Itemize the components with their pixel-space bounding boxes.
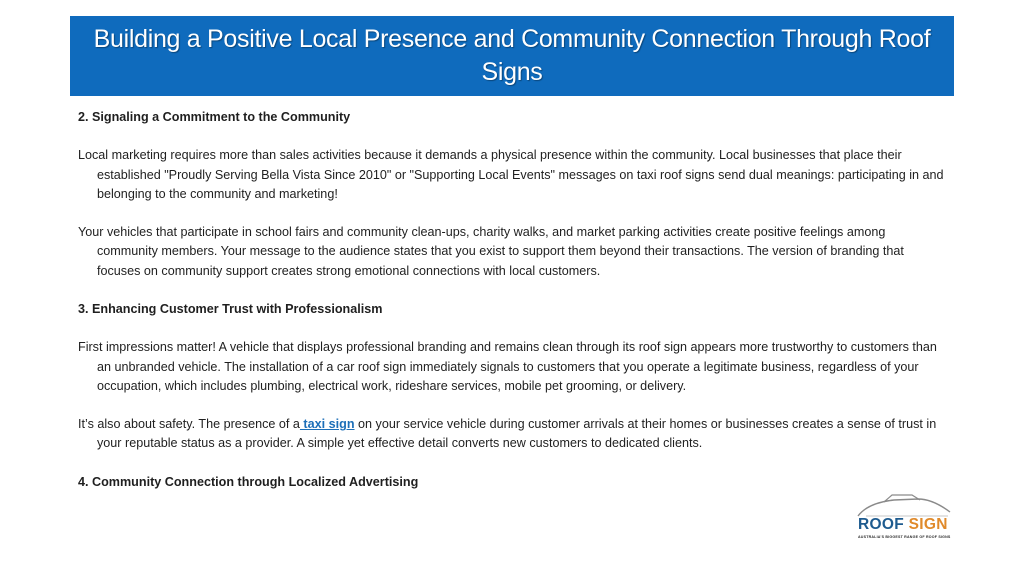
title-banner — [70, 16, 954, 96]
logo-word-sign: SIGN — [903, 516, 948, 533]
section-heading-2: 2. Signaling a Commitment to the Community — [78, 110, 351, 124]
section-heading-3: 3. Enhancing Customer Trust with Professionalism — [78, 301, 383, 316]
logo-tagline: AUSTRALIA'S BIGGEST RANGE OF ROOF SIGNS — [858, 535, 951, 539]
paragraph: First impressions matter! A vehicle that displays professional branding and remains clean through its roof sign appears more trustworthy to customers than an unbranded vehicle. The installation of a car roof sign immediately signals to customers that you operate a legitimate business, regardless of your occupation, which includes plumbing, electrical work, rideshare services, mobile pet grooming, or delivery. — [78, 340, 937, 393]
taxi-sign-link[interactable]: taxi sign — [299, 417, 355, 432]
paragraph-text-after-link: on your service vehicle during customer arrivals at their homes or businesses creates a sense of trust in your reputable status as a provider. A simple yet effective detail converts new customers to dedicated clients. — [97, 417, 937, 451]
paragraph: Your vehicles that participate in school fairs and community clean-ups, charity walks, and market parking activities create positive feelings among community members. Your message to the audience states that you exist to support them beyond their transactions. The version of branding that focuses on community support creates strong emotional connections with local customers. — [78, 225, 904, 278]
paragraph-text-before-link: It’s also about safety. The presence of a — [78, 417, 300, 432]
roof-sign-logo — [852, 494, 956, 546]
section-heading-4: 4. Community Connection through Localized Advertising — [78, 474, 419, 489]
logo-word-roof: ROOF — [858, 516, 904, 533]
content-body — [78, 108, 948, 492]
car-outline-icon — [854, 494, 954, 518]
logo-wordmark — [858, 516, 948, 534]
paragraph-with-link — [78, 415, 948, 453]
paragraph: Local marketing requires more than sales activities because it demands a physical presence within the community. Local businesses that place their established "Proudly Serving Bella Vista Since 2010" or "Supporting Local Events" messages on taxi roof signs send dual meanings: participating in and belonging to the community and marketing! — [78, 148, 944, 201]
page-title: Building a Positive Local Presence and Community Connection Through Roof Signs — [93, 25, 931, 86]
